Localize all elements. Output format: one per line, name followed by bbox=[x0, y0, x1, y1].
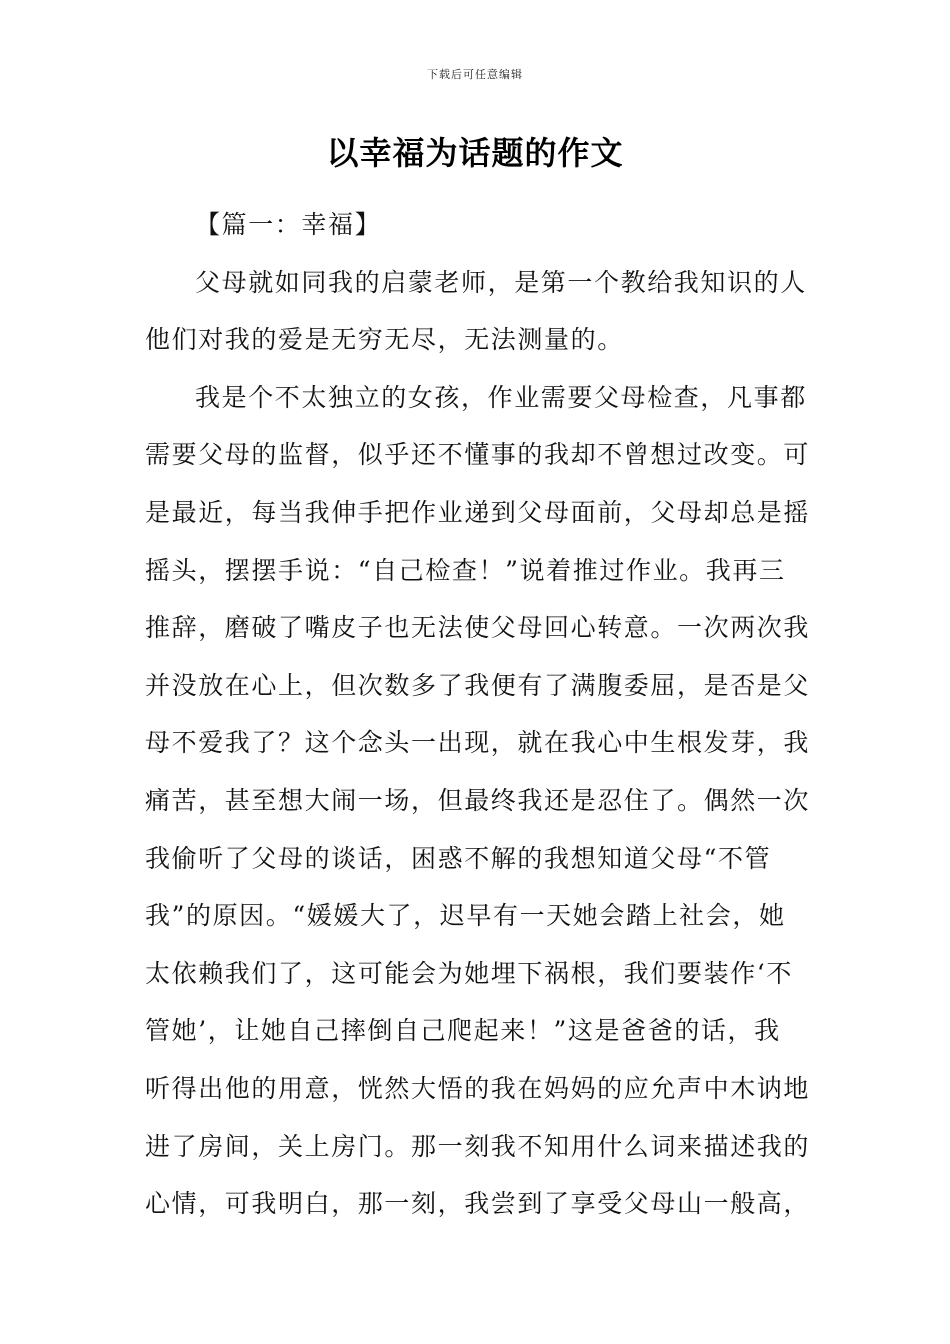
paragraph-line: 我偷听了父母的谈话，困惑不解的我想知道父母“不管 bbox=[145, 843, 772, 873]
document-title: 以幸福为话题的作文 bbox=[326, 134, 624, 172]
section-heading: 【篇一：幸福】 bbox=[195, 210, 382, 239]
paragraph-line: 摇头，摆摆手说：“自己检查！”说着推过作业。我再三 bbox=[145, 555, 786, 585]
document-body bbox=[145, 196, 811, 1233]
paragraph-line: 太依赖我们了，这可能会为她埋下祸根，我们要装作‘不 bbox=[145, 958, 793, 988]
paragraph-line: 他们对我的爱是无穷无尽，无法测量的。 bbox=[145, 325, 624, 355]
paragraph-line: 心情，可我明白，那一刻，我尝到了享受父母山一般高， bbox=[145, 1189, 811, 1219]
paragraph-line: 并没放在心上，但次数多了我便有了满腹委屈，是否是父 bbox=[145, 670, 811, 700]
paragraph-1 bbox=[145, 254, 807, 369]
paragraph-2 bbox=[145, 369, 811, 1233]
paragraph-line: 进了房间，关上房门。那一刻我不知用什么词来描述我的 bbox=[145, 1131, 811, 1161]
paragraph-line: 我是个不太独立的女孩，作业需要父母检查，凡事都 bbox=[195, 382, 807, 412]
header-note: 下载后可任意编辑 bbox=[427, 68, 523, 81]
paragraph-line: 推辞，磨破了嘴皮子也无法使父母回心转意。一次两次我 bbox=[145, 613, 811, 643]
paragraph-line: 听得出他的用意，恍然大悟的我在妈妈的应允声中木讷地 bbox=[145, 1073, 811, 1103]
paragraph-line: 我”的原因。“媛媛大了，迟早有一天她会踏上社会，她 bbox=[145, 901, 786, 931]
paragraph-line: 痛苦，甚至想大闹一场，但最终我还是忍住了。偶然一次 bbox=[145, 785, 811, 815]
paragraph-line: 是最近，每当我伸手把作业递到父母面前，父母却总是摇 bbox=[145, 497, 811, 527]
paragraph-line: 需要父母的监督，似乎还不懂事的我却不曾想过改变。可 bbox=[145, 440, 811, 470]
paragraph-line: 母不爱我了？这个念头一出现，就在我心中生根发芽，我 bbox=[145, 728, 811, 758]
paragraph-line: 管她’，让她自己摔倒自己爬起来！”这是爸爸的话，我 bbox=[145, 1016, 781, 1046]
paragraph-line: 父母就如同我的启蒙老师，是第一个教给我知识的人 bbox=[195, 267, 807, 297]
